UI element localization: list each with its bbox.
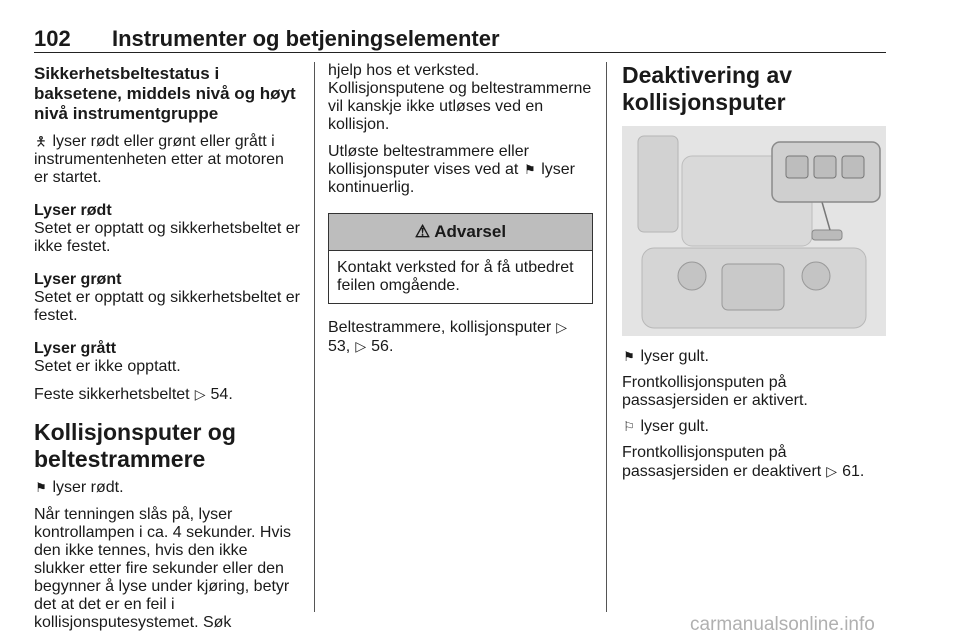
airbag-off-icon: ⚐ [623,419,635,434]
deployed-paragraph: Utløste beltestrammere eller kollisjonsputer vises ved at ⚑ lyser kontinuerlig. [328,143,575,196]
section-heading-airbags: Kollisjonsputer og beltestrammere [34,419,236,472]
airbag-icon: ⚑ [35,480,47,495]
airbag-on-icon: ⚑ [623,349,635,364]
warning-header: ⚠ Advarsel [329,214,592,251]
watermark: carmanualsonline.info [690,614,875,635]
subheading-green: Lyser grønt [34,271,122,288]
references-paragraph: Beltestrammere, kollisjonsputer ▷ 53, ▷ 56. [328,319,568,355]
column-left [34,62,302,632]
page-reference-triangle-icon: ▷ [826,463,838,479]
subheading-red: Lyser rødt [34,202,112,219]
subheading-grey: Lyser grått [34,340,117,357]
airbag-on-description: Frontkollisjonsputen på passasjersiden er aktivert. [622,374,808,409]
belt-intro-paragraph: 🯅 lyser rødt eller grønt eller grått i instrumentenheten etter at motoren er startet. [34,133,284,186]
airbag-on-line: ⚑ lyser gult. [623,348,709,365]
page-title: Instrumenter og betjeningselementer [112,26,500,51]
green-description: Setet er opptatt og sikkerhetsbeltet er festet. [34,289,300,324]
continued-paragraph: hjelp hos et verksted. Kollisjonsputene og beltestrammerne vil kanskje ikke utløses ved en kollisjon. [328,62,592,133]
seatbelt-icon: 🯅 [35,134,47,149]
page-number: 102 [34,26,71,51]
page-reference-triangle-icon: ▷ [355,338,367,354]
column-divider [314,62,315,612]
page-reference-triangle-icon: ▷ [194,386,206,402]
ignition-paragraph: Når tenningen slås på, lyser kontrollampen i ca. 4 sekunder. Hvis den ikke tennes, hvis den ikke slukker etter fire sekunder eller den begynner å lyse under kjøring, betyr det at det er en feil i kollisjonsputesystemet. Søk [34,506,292,631]
warning-triangle-icon: ⚠ [414,222,431,241]
page-reference-triangle-icon: ▷ [556,319,568,335]
warning-box [328,213,593,304]
airbag-icon: ⚑ [523,162,536,177]
dashboard-illustration [622,126,886,336]
grey-description: Setet er ikke opptatt. [34,358,181,375]
airbag-off-line: ⚐ lyser gult. [623,418,709,435]
page-header [34,0,886,53]
section-heading-deactivation: Deaktivering av kollisjonsputer [622,62,793,115]
column-middle [328,62,593,356]
red-description: Setet er opptatt og sikkerhetsbeltet er ikke festet. [34,220,300,255]
fasten-belt-reference: Feste sikkerhetsbeltet ▷ 54. [34,386,233,403]
section-heading-belt-status: Sikkerhetsbeltestatus i baksetene, middels nivå og høyt nivå instrumentgruppe [34,64,296,123]
column-divider [606,62,607,612]
warning-text: Kontakt verksted for å få utbedret feilen omgående. [337,259,574,294]
column-right [622,62,886,481]
airbag-off-description: Frontkollisjonsputen på passasjersiden er deaktivert ▷ 61. [622,444,865,480]
center-console-drawing [622,126,886,336]
airbag-red-line: ⚑ lyser rødt. [35,479,124,496]
